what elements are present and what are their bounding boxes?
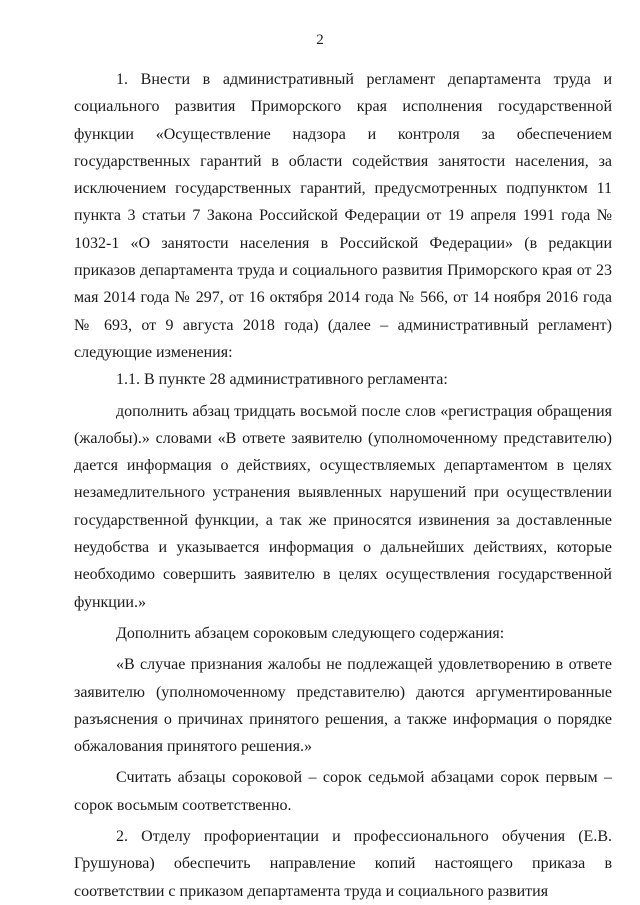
paragraph-item-2: 2. Отделу профориентации и профессионального обучения (Е.В. Грушунова) обеспечить направление копий настоящего приказа в соответствии с приказом департамента труда и социального развития (74, 828, 612, 900)
page-number: 2 (316, 32, 324, 48)
paragraph-item-1: 1. Внести в административный регламент департамента труда и социального развития Приморского края исполнения государственной функции «Осуществление надзора и контроля за обеспечением государственных гарантий в области содействия занятости населения, за исключением государственных гарантий, предусмотренных подпунктом 11 пункта 3 статьи 7 Закона Российской Федерации от 19 апреля 1991 года № 1032-1 «О занятости населения в Российской Федерации» (в редакции приказов департамента труда и социального развития Приморского края от 23 мая 2014 года № 297, от 16 октября 2014 года № 566, от 14 ноября 2016 года № 693, от 9 августа 2018 года) (далее – административный регламент) следующие изменения: (74, 71, 612, 361)
paragraph-add-40: Дополнить абзацем сороковым следующего содержания: (116, 624, 505, 642)
paragraph-item-1-1: 1.1. В пункте 28 административного регламента: (116, 371, 448, 389)
paragraph-renumber: Считать абзацы сороковой – сорок седьмой абзацами сорок первым – сорок восьмым соответственно. (74, 769, 612, 814)
document-body (74, 66, 612, 905)
paragraph-amendment-38: дополнить абзац тридцать восьмой после слов «регистрация обращения (жалобы).» словами «В ответе заявителю (уполномоченному представителю) дается информация о действиях, осуществляемых департаментом в целях незамедлительного устранения выявленных нарушений при осуществлении государственной функции, а так же приносятся извинения за доставленные неудобства и указывается информация о дальнейших действиях, которые необходимо совершить заявителю в целях осуществления государственной функции.» (74, 402, 612, 611)
paragraph-quote-40: «В случае признания жалобы не подлежащей удовлетворению в ответе заявителю (уполномоченному представителю) даются аргументированные разъяснения о причинах принятого решения, а также информация о порядке обжалования принятого решения.» (74, 656, 612, 756)
